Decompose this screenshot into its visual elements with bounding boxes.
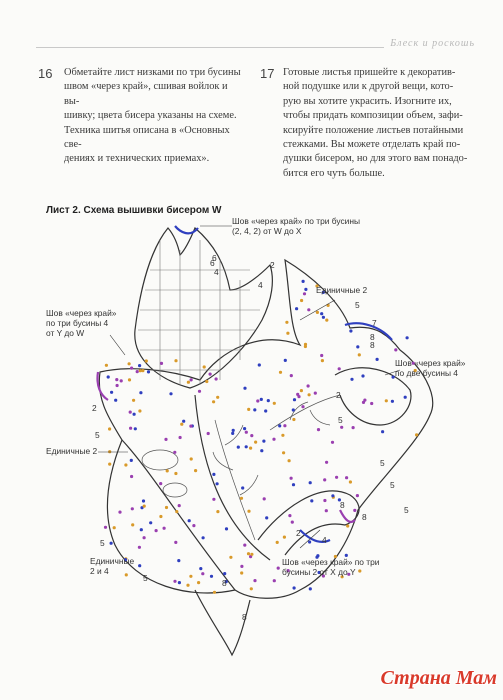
step-17-number: 17 (260, 66, 275, 81)
bead-dot (159, 515, 162, 518)
bead-dot (291, 521, 294, 524)
bead-dot (277, 567, 280, 570)
color-number: 8 (340, 500, 345, 510)
bead-dot (120, 379, 123, 382)
bead-dot (349, 329, 352, 332)
color-number: 8 (370, 340, 375, 350)
bead-dot (159, 482, 162, 485)
color-number: 2 (270, 260, 275, 270)
bead-dot (131, 523, 134, 526)
leaf-vein-drawings (142, 395, 340, 540)
bead-dot (323, 499, 326, 502)
bead-dot (282, 451, 285, 454)
bead-dot (320, 312, 323, 315)
bead-dot (216, 510, 219, 513)
bead-dot (165, 506, 168, 509)
bead-dot (300, 389, 303, 392)
color-number: 6 (212, 253, 217, 263)
bead-dot (273, 402, 276, 405)
bead-dot (385, 399, 388, 402)
bead-dot (309, 587, 312, 590)
bead-dot (300, 299, 303, 302)
bead-dot (187, 381, 190, 384)
bead-dot (169, 392, 172, 395)
bead-dot (264, 409, 267, 412)
color-number: 4 (322, 535, 327, 545)
color-number: 5 (338, 415, 343, 425)
bead-dot (272, 438, 275, 441)
bead-dot (331, 494, 334, 497)
bead-dot (254, 441, 257, 444)
color-number: 4 (214, 267, 219, 277)
bead-dot (174, 541, 177, 544)
bead-dot (247, 510, 250, 513)
bead-dot (118, 510, 121, 513)
bead-dot (286, 332, 289, 335)
bead-dot (352, 426, 355, 429)
step-17-line: чтобы придать композиции объем, зафи- (283, 110, 463, 122)
bead-dot (240, 497, 243, 500)
bead-dot (295, 307, 298, 310)
bead-dot (149, 521, 152, 524)
bead-dot (356, 494, 359, 497)
bead-dot (284, 359, 287, 362)
bead-dot (192, 524, 195, 527)
bead-dot (240, 571, 243, 574)
bead-dot (296, 393, 299, 396)
bead-dot (381, 430, 384, 433)
color-number: 2 (336, 390, 341, 400)
bead-dot (175, 510, 178, 513)
bead-dot (258, 363, 261, 366)
bead-dot (321, 359, 324, 362)
bead-dot (370, 402, 373, 405)
step-16-line: шивку; цвета бисера указаны на схеме. (64, 110, 237, 122)
bead-dot (260, 449, 263, 452)
bead-dot (143, 536, 146, 539)
bead-dot (128, 362, 131, 365)
bead-dot (325, 319, 328, 322)
bead-dot (194, 469, 197, 472)
bead-dot (322, 316, 325, 319)
bead-dot (310, 499, 313, 502)
bead-dot (182, 420, 185, 423)
bead-dot (124, 463, 127, 466)
color-number: 8 (222, 578, 227, 588)
bead-dot (331, 441, 334, 444)
bead-dot (205, 380, 208, 383)
color-number: 8 (370, 332, 375, 342)
step-16-line: Обметайте лист низками по три бусины (64, 67, 241, 78)
step-16-line: швом «через край», сшивая войлок и вы- (64, 81, 228, 107)
bead-dot (292, 408, 295, 411)
bead-dot (190, 457, 193, 460)
bead-dot (140, 528, 143, 531)
step-16-line: дениях и технических приемах». (64, 153, 210, 165)
leaf-upper-lobe (135, 228, 273, 388)
bead-dot (314, 392, 317, 395)
label-singles-2-right: Единичные 2 (316, 285, 368, 295)
bead-dot (189, 425, 192, 428)
bead-dot (223, 572, 226, 575)
bead-dot (338, 367, 341, 370)
bead-dot (114, 399, 117, 402)
bead-dot (209, 373, 212, 376)
bead-dot (265, 516, 268, 519)
site-watermark-logo: Страна Мам (380, 667, 497, 689)
color-number: 5 (380, 458, 385, 468)
step-17-line: рую вы хотите украсить. Изогните их, (283, 95, 452, 107)
bead-dot (180, 423, 183, 426)
color-number: 8 (362, 512, 367, 522)
step-16-line: Техника шитья описана в «Основных све- (64, 124, 230, 151)
label-singles-2-left: Единичные 2 (46, 446, 98, 456)
step-16-number: 16 (38, 66, 53, 81)
bead-dot (174, 472, 177, 475)
bead-dot (335, 476, 338, 479)
step-17-line: бится его чуть больше. (283, 167, 385, 179)
bead-dot (391, 400, 394, 403)
bead-dot (292, 418, 295, 421)
color-number: 8 (242, 612, 247, 622)
bead-dot (212, 473, 215, 476)
bead-dot (197, 581, 200, 584)
bead-dot (113, 526, 116, 529)
color-number: 5 (100, 538, 105, 548)
bead-dot (415, 433, 418, 436)
step-17-line: стежками. Вы можете отделать край по- (283, 139, 461, 151)
bead-dot (290, 477, 293, 480)
bead-dot (189, 575, 192, 578)
bead-dot (316, 311, 319, 314)
bead-dot (231, 432, 234, 435)
bead-dot (160, 362, 163, 365)
bead-dot (263, 497, 266, 500)
bead-dot (243, 387, 246, 390)
header-title: Блеск и роскошь (384, 38, 475, 49)
bead-dot (250, 434, 253, 437)
bead-dot (232, 429, 235, 432)
bead-dot (302, 280, 305, 283)
scheme-title: Лист 2. Схема вышивки бисером W (46, 205, 222, 216)
bead-dot (320, 354, 323, 357)
bead-dot (202, 536, 205, 539)
bead-dot (345, 476, 348, 479)
bead-dot (290, 374, 293, 377)
bead-dot (178, 504, 181, 507)
bead-dot (138, 409, 141, 412)
bead-dot (201, 572, 204, 575)
bead-dot (406, 336, 409, 339)
bead-dot (173, 451, 176, 454)
label-singles-2-4: Единичные 2 и 4 (90, 556, 135, 576)
bead-dot (293, 586, 296, 589)
bead-dot (262, 440, 265, 443)
bead-dot (199, 567, 202, 570)
bead-dot (404, 396, 407, 399)
bead-dot (250, 587, 253, 590)
bead-dot (164, 438, 167, 441)
bead-dot (133, 413, 136, 416)
color-number: 5 (404, 505, 409, 515)
color-number: 2 (92, 403, 97, 413)
bead-dot (243, 427, 246, 430)
color-number: 5 (143, 573, 148, 583)
bead-dot (108, 427, 111, 430)
bead-dot (129, 427, 132, 430)
bead-dot (213, 591, 216, 594)
bead-dot (138, 546, 141, 549)
bead-dot (250, 553, 253, 556)
bead-dot (190, 378, 193, 381)
bead-dot (307, 384, 310, 387)
bead-dot (362, 401, 365, 404)
bead-dot (173, 580, 176, 583)
bead-dot (323, 478, 326, 481)
bead-dot (303, 292, 306, 295)
bead-dot (116, 384, 119, 387)
bead-dot (283, 536, 286, 539)
bead-dot (241, 486, 244, 489)
label-bottom-right: Шов «через край» по три бусины 2 от X до Y (282, 557, 380, 577)
bead-dot (293, 398, 296, 401)
bead-dot (143, 505, 146, 508)
bead-dot (104, 526, 107, 529)
leaf-left-fold (122, 440, 235, 590)
bead-dot (356, 345, 359, 348)
bead-dot (163, 527, 166, 530)
bead-dot (301, 405, 304, 408)
bead-dot (308, 540, 311, 543)
bead-dot (134, 427, 137, 430)
bead-dot (317, 428, 320, 431)
bead-dot (394, 348, 397, 351)
color-number: 5 (95, 430, 100, 440)
bead-dot (358, 353, 361, 356)
bead-dot (105, 364, 108, 367)
bead-dot (110, 391, 113, 394)
bead-dot (147, 370, 150, 373)
bead-dot (243, 544, 246, 547)
color-number: 6 (210, 258, 215, 268)
bead-dot (304, 288, 307, 291)
bead-dot (307, 308, 310, 311)
bead-dot (215, 377, 218, 380)
bead-dot (174, 359, 177, 362)
bead-dot (253, 408, 256, 411)
bead-dot (110, 542, 113, 545)
bead-dot (308, 393, 311, 396)
color-number: 2 (296, 528, 301, 538)
bead-dot (247, 552, 250, 555)
step-17-line: ной подушке или к другой вещи, кото- (283, 81, 454, 93)
bead-dot (361, 374, 364, 377)
bead-dot (309, 481, 312, 484)
bead-dot (130, 367, 133, 370)
step-17-line: Готовые листья пришейте к декоратив- (283, 67, 456, 78)
bead-dot (178, 581, 181, 584)
bead-dot (247, 408, 250, 411)
bead-dot (141, 369, 144, 372)
bead-dot (240, 565, 243, 568)
bead-dot (128, 378, 131, 381)
bead-dot (129, 411, 132, 414)
label-right-two: Шов «через край» по две бусины 4 (395, 358, 466, 378)
bead-dot (132, 399, 135, 402)
bead-dot (115, 378, 118, 381)
bead-dot (353, 509, 356, 512)
bead-dot (225, 527, 228, 530)
bead-dot (237, 446, 240, 449)
label-top-right: Шов «через край» по три бусины (2, 4, 2) от W до X (232, 216, 360, 236)
bead-dot (273, 579, 276, 582)
grid-crosshatch (138, 240, 260, 385)
bead-dot (130, 475, 133, 478)
bead-dot (340, 426, 343, 429)
bead-dot (260, 398, 263, 401)
bead-dot (376, 358, 379, 361)
bead-dot (278, 424, 281, 427)
bead-dot (267, 399, 270, 402)
bead-dot (177, 559, 180, 562)
bead-dot (179, 436, 182, 439)
bead-dot (288, 459, 291, 462)
bead-dot (346, 524, 349, 527)
bead-dot (292, 483, 295, 486)
step-17-line: душки бисером, но для этого вам понадо- (283, 153, 468, 165)
bead-dot (325, 509, 328, 512)
bead-dot (166, 469, 169, 472)
bead-dot (138, 364, 141, 367)
bead-dot (155, 529, 158, 532)
bead-dot (212, 498, 215, 501)
bead-dot (216, 482, 219, 485)
bead-dot (253, 579, 256, 582)
bead-dot (198, 390, 201, 393)
bead-dot (350, 378, 353, 381)
bead-dot (216, 396, 219, 399)
bead-dot (138, 564, 141, 567)
bead-dot (276, 541, 279, 544)
bead-dot (229, 556, 232, 559)
bead-dot (107, 375, 110, 378)
bead-dot (256, 399, 259, 402)
bead-dot (325, 461, 328, 464)
bead-dot (249, 447, 252, 450)
bead-dot (245, 445, 248, 448)
color-number: 5 (355, 300, 360, 310)
color-number: 7 (372, 318, 377, 328)
bead-dot (139, 391, 142, 394)
bead-dot (130, 459, 133, 462)
leaf-stem (195, 590, 250, 655)
step-17-line: ксируйте положение листьев потайными (283, 124, 464, 136)
bead-dot (142, 499, 145, 502)
bead-dot (212, 400, 215, 403)
color-number: 5 (390, 480, 395, 490)
bead-dot (285, 321, 288, 324)
bead-dot (186, 584, 189, 587)
bead-dot (136, 370, 139, 373)
bead-dot (145, 359, 148, 362)
bead-dot (288, 514, 291, 517)
bead-dot (283, 424, 286, 427)
bead-dot (245, 431, 248, 434)
label-left-top: Шов «через край» по три бусины 4 от Y до W (46, 308, 117, 338)
bead-dot (207, 432, 210, 435)
bead-dot (281, 434, 284, 437)
bead-dot (304, 345, 307, 348)
bead-dot (108, 463, 111, 466)
color-number: 4 (258, 280, 263, 290)
bead-dot (210, 575, 213, 578)
bead-dot (188, 519, 191, 522)
bead-dot (203, 365, 206, 368)
bead-dot (131, 507, 134, 510)
bead-dot (349, 480, 352, 483)
bead-dot (279, 371, 282, 374)
